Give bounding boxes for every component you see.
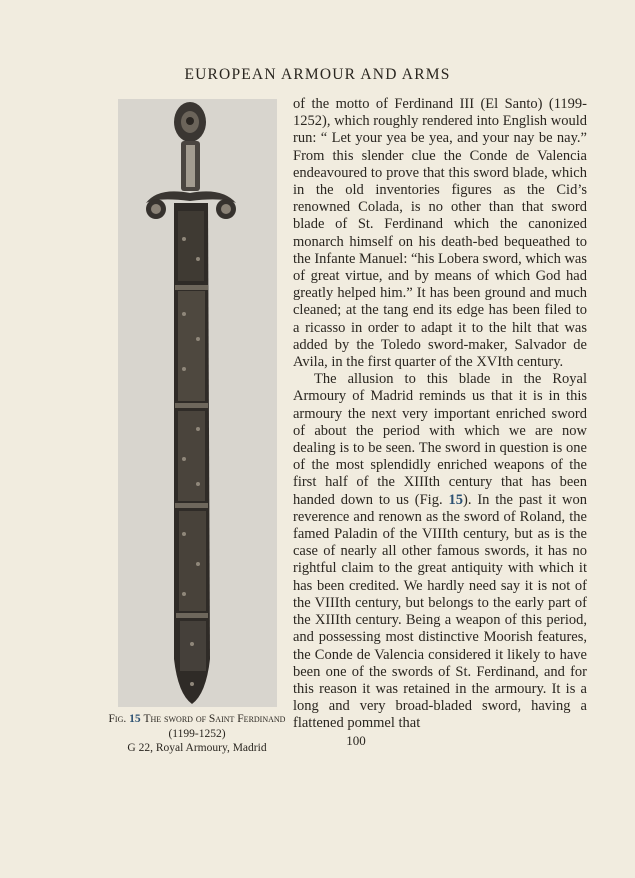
caption-source: G 22, Royal Armoury, Madrid — [127, 742, 267, 754]
body-paragraph-2 — [293, 371, 587, 732]
figure-reference: 15 — [448, 491, 463, 508]
running-head: EUROPEAN ARMOUR AND ARMS — [184, 66, 451, 83]
caption-figure-number: 15 — [129, 713, 141, 725]
caption-title: The sword of Saint Ferdinand (1199-1252) — [143, 713, 286, 740]
paragraph-2-continuation: ). In the past it won reverence and renown as the sword of Roland, the famed Paladin of the VIIIth century, but as is the case of nearly all other famous swords, it has no rightful claim to the great antiquity with which it has been credited. We hardly need say it is not of the VIIIth century, but belongs to the early part of the XIIIth century. Being a weapon of this period, and possessing most distinctive Moorish features, the Conde de Valencia considered it likely to have been one of the swords of St. Ferdinand, and for this reason it was retained in the armoury. It is a long and very broad-bladed sword, having a flattened pommel that — [293, 491, 588, 732]
body-paragraph-1: of the motto of Ferdinand III (El Santo) (1199-1252), which roughly rendered into English would run: “ Let your yea be yea, and your nay be nay.” From this slender clue the Conde de Valencia endeavoured to prove that this sword blade, which in the old inventories figures as the Cid’s renowned Colada, is no other than that sword blade of St. Ferdinand which the canonized monarch himself on his death-bed bequeathed to the Infante Manuel: “his Lobera sword, which was of great virtue, and by means of which God had greatly helped him.” It has been ground and much cleaned; at the tang end its edge has been filed to a ricasso in order to adapt it to the hilt that was added by the Toledo sword-maker, Salvador de Avila, in the first quarter of the XVIth century. — [293, 96, 587, 371]
paragraph-2-text: The allusion to this blade in the Royal Armoury of Madrid reminds us that it is in this armoury the next very important enriched sword of about the period with which we are now dealing is to be seen. The sword in question is one of the most splendidly enriched weapons of the first half of the XIIIth century that has been handed down to us (Fig. — [293, 371, 587, 508]
sword-illustration — [118, 99, 277, 707]
figure-plate — [118, 99, 277, 707]
body-text — [293, 96, 587, 733]
figure-caption — [108, 712, 286, 756]
page-number: 100 — [346, 733, 366, 748]
caption-prefix: Fig. — [108, 713, 127, 725]
